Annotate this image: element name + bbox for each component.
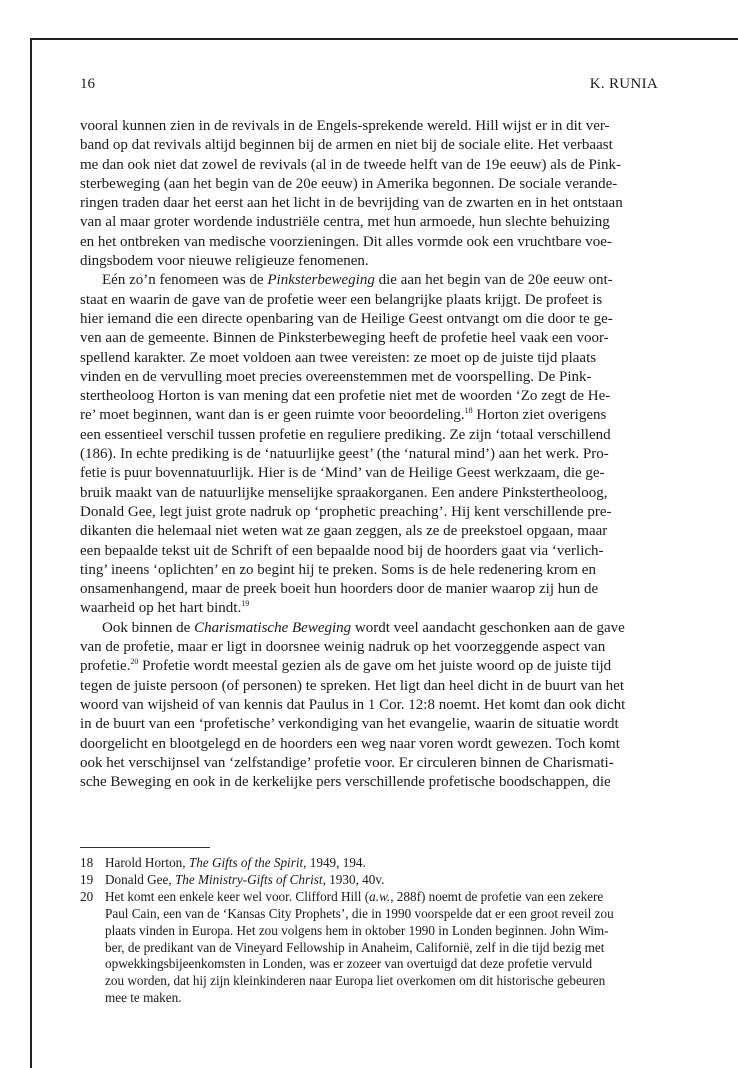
footnote-line: Paul Cain, een van de ‘Kansas City Prophets’, die in 1990 voorspelde dat er een groot reveil zou [105,905,614,921]
footnote-line: opwekkingsbijeenkomsten in Londen, was er zozeer van overtuigd dat deze profetie vervuld [105,956,593,972]
text-line: een essentieel verschil tussen profetie en reguliere prediking. Ze zijn ‘totaal verschillend [80,426,611,443]
text-line: ting’ ineens ‘oplichten’ en zo begint hij te preken. Soms is de hele redenering krom en [80,561,596,578]
text-line: in de buurt van een ‘profetische’ verkondiging van het evangelie, waarin de situatie wordt [80,716,619,733]
footnote-number: 18 [80,855,94,870]
paragraph [80,271,660,618]
text-line: sche Beweging en ook in de kerkelijke pers verschillende profetische boodschappen, die [80,774,611,791]
text-line: ringen traden daar het eerst aan het licht in de bevrijding van de zwarten en in het ontstaan [80,195,623,212]
page-border-left [30,38,32,1068]
text-line: me dan ook niet dat zowel de revivals (al in de tweede helft van de 19e eeuw) als de Pink- [80,156,622,173]
text-line: vooral kunnen zien in de revivals in de Engels-sprekende wereld. Hill wijst er in dit ver- [80,118,610,134]
text-line: sterbeweging (aan het begin van de 20e eeuw) in Amerika begonnen. De sociale verande- [80,175,618,192]
text-line: Eén zo’n fenomeen was de Pinksterbeweging die aan het begin van de 20e eeuw ont- [102,272,613,289]
text-line: woord van wijsheid of van kennis dat Paulus in 1 Cor. 12:8 noemt. Het komt dan ook dicht [80,696,626,713]
footnote-line: Het komt een enkele keer wel voor. Clifford Hill (a.w., 288f) noemt de profetie van een zekere [105,888,604,904]
text-line: stertheoloog Horton is van mening dat een profetie niet met de woorden ‘Zo zegt de He- [80,388,611,405]
text-line: spellend karakter. Ze moet voldoen aan twee vereisten: ze moet op de juiste tijd plaats [80,349,597,366]
text-line: van al maar groter wordende industriële centra, met hun armoede, hun slechte behuizing [80,214,610,231]
text-line: en het ontbreken van medische voorzieningen. Dit alles vormde ook een vruchtbare voe- [80,233,612,250]
text-line: Ook binnen de Charismatische Beweging wordt veel aandacht geschonken aan de gave [102,619,625,636]
text-line: band op dat revivals altijd beginnen bij de armen en niet bij de sociale elite. Het verbaast [80,137,613,154]
body-text [80,117,660,792]
text-line: dikanten die helemaal niet weten wat ze gaan zeggen, als ze de preekstoel opgaan, maar [80,523,608,540]
text-line: ook het verschijnsel van ‘zelfstandige’ profetie voor. Er circuleren binnen de Charismati- [80,754,614,771]
paragraph [80,619,660,793]
text-line: re’ moet beginnen, want dan is er geen ruimte voor beoordeling.$^{18}$ Horton ziet overigens [80,406,607,424]
footnote-line: Harold Horton, The Gifts of the Spirit, 1949, 194. [105,855,366,870]
text-line: onsamenhangend, maar de preek boeit hun hoorders door de manier waarop zij hun de [80,581,599,598]
text-line: staat en waarin de gave van de profetie weer een belangrijke plaats krijgt. De profeet is [80,291,603,308]
text-line: profetie.$^{20}$ Profetie wordt meestal gezien als de gave om het juiste woord op de juiste tijd [80,657,612,675]
footnote-number: 19 [80,871,94,887]
text-line: fetie is puur bovennatuurlijk. Hier is de ‘Mind’ van de Heilige Geest werkzaam, die ge- [80,465,605,482]
text-line: van de profetie, maar er ligt in doorsnee weinig nadruk op het voorzeggende aspect van [80,639,606,656]
text-line: ven aan de gemeente. Binnen de Pinksterbeweging heeft de profetie heel vaak een voor- [80,330,609,347]
footnote-line: zou worden, dat hij zijn kleinkinderen naar Europa liet overkomen om dit historische gebeuren [105,973,606,989]
footnote [80,855,660,872]
text-line: bruik maakt van de natuurlijke menselijke spraakorganen. Een andere Pinkstertheoloog, [80,484,608,501]
text-line: vinden en de vervulling moet precies overeenstemmen met de voorspelling. De Pink- [80,368,592,385]
page-border-top [30,38,738,40]
footnote-number: 20 [80,888,94,904]
text-line: tegen de juiste persoon (of personen) te spreken. Het ligt dan heel dicht in de buurt van het [80,677,624,694]
text-line: een bepaalde tekst uit de Schrift of een bepaalde nood bij de hoorders gaat via ‘verlich- [80,542,604,559]
running-head: K. RUNIA [589,76,658,92]
footnotes [80,855,660,1007]
footnote-rule [80,847,210,848]
paragraph [80,117,660,271]
text-line: Donald Gee, legt juist grote nadruk op ‘prophetic preaching’. Hij kent verschillende pre- [80,503,612,520]
footnote-line: plaats vinden in Europa. Het zou volgens hem in oktober 1990 in Londen beginnen. John Wim- [105,922,609,938]
footnote-line: Donald Gee, The Ministry-Gifts of Christ, 1930, 40v. [105,871,385,887]
text-line: (186). In echte prediking is de ‘natuurlijke geest’ (the ‘natural mind’) aan het werk. Pro- [80,446,609,463]
footnote-line: mee te maken. [105,990,182,1006]
footnote [80,889,660,1007]
page-number: 16 [80,76,95,92]
text-line: dingsbodem voor nieuwe religieuze fenomenen. [80,253,369,270]
footnote [80,872,660,889]
text-line: waarheid op het hart bindt.$^{19}$ [80,599,250,617]
text-line: hier iemand die een directe openbaring van de Heilige Geest ontvangt om die door te ge- [80,310,613,327]
text-line: doorgelicht en blootgelegd en de hoorders een weg naar voren wordt gewezen. Toch komt [80,735,620,752]
footnote-line: ber, de predikant van de Vineyard Fellowship in Anaheim, Californië, zelf in die tijd bezig met [105,939,605,955]
